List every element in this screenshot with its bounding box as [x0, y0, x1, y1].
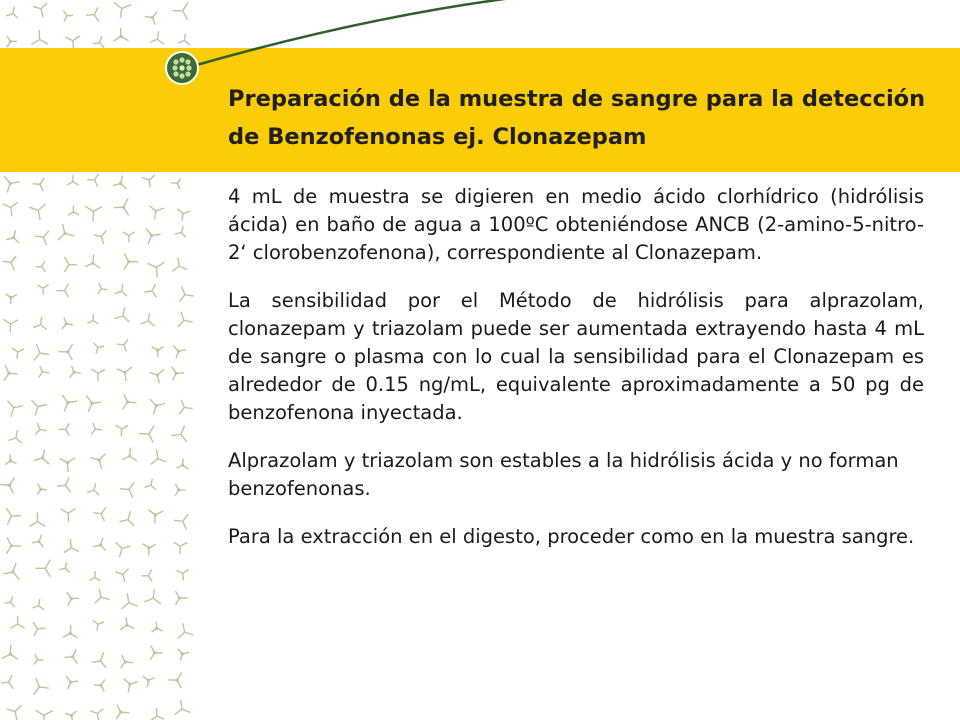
pattern-glyph	[148, 262, 165, 277]
pattern-glyph	[66, 676, 78, 689]
slide-body	[228, 183, 924, 571]
pattern-glyph	[67, 592, 79, 606]
slide-title: Preparación de la muestra de sangre para la detección de Benzofenonas ej. Clonazepam	[228, 86, 926, 150]
pattern-glyph	[95, 589, 110, 603]
pattern-glyph	[145, 479, 156, 490]
pattern-glyph	[34, 344, 49, 360]
pattern-glyph	[114, 307, 129, 322]
pattern-glyph	[116, 705, 129, 719]
pattern-glyph	[176, 569, 188, 580]
pattern-glyph	[32, 535, 44, 547]
pattern-glyph	[174, 514, 188, 530]
pattern-glyph	[92, 652, 107, 667]
pattern-glyph	[124, 679, 138, 693]
pattern-glyph	[56, 283, 68, 297]
pattern-glyph	[35, 560, 50, 577]
pattern-glyph	[60, 458, 76, 472]
pattern-glyph	[177, 209, 190, 221]
pattern-glyph	[64, 539, 79, 553]
pattern-glyph	[91, 454, 106, 469]
pattern-glyph	[120, 482, 134, 498]
pattern-glyph	[91, 423, 102, 435]
pattern-glyph	[11, 616, 25, 628]
pattern-glyph	[37, 285, 48, 295]
pattern-glyph	[90, 708, 103, 720]
pattern-glyph	[1, 675, 14, 689]
pattern-glyph	[34, 678, 49, 694]
pattern-glyph	[36, 261, 46, 272]
pattern-glyph	[89, 571, 100, 581]
pattern-glyph	[3, 202, 18, 216]
pattern-glyph	[6, 294, 17, 304]
pattern-glyph	[5, 597, 15, 607]
pattern-glyph	[150, 399, 165, 415]
pattern-glyph	[61, 509, 76, 522]
pattern-glyph	[3, 319, 18, 332]
paragraph-sensitivity: La sensibilidad por el Método de hidrólisis para alprazolam, clonazepam y triazolam puede ser aumentada extrayendo hasta 4 mL de sangre o plasma con lo cual la sensibilidad para el Clonazepam es alrededor de 0.15 ng/mL, equivalente aproximadamente a 50 pg de benzofenona inyectada.	[228, 289, 924, 424]
pattern-glyph	[3, 563, 19, 580]
pattern-glyph	[86, 396, 101, 412]
pattern-glyph	[178, 312, 193, 327]
pattern-glyph	[172, 367, 184, 381]
paragraph-extraction: Para la extracción en el digesto, proceder como en la muestra sangre.	[228, 525, 915, 548]
pattern-glyph	[6, 230, 19, 243]
pattern-glyph	[39, 366, 50, 378]
pattern-glyph	[121, 655, 133, 669]
pattern-glyph	[120, 617, 134, 629]
pattern-glyph	[117, 339, 128, 351]
pattern-glyph	[70, 366, 81, 378]
pattern-glyph	[124, 253, 138, 269]
pattern-glyph	[12, 348, 24, 359]
pattern-glyph	[6, 508, 21, 524]
pattern-glyph	[115, 569, 128, 582]
pattern-glyph	[93, 538, 106, 551]
pattern-glyph	[59, 423, 70, 435]
pattern-glyph	[152, 347, 164, 358]
pattern-glyph	[91, 369, 105, 381]
pattern-glyph	[175, 484, 185, 496]
pattern-glyph	[34, 449, 49, 464]
pattern-glyph	[6, 537, 21, 553]
pattern-glyph	[85, 254, 100, 268]
pattern-glyph	[63, 625, 78, 638]
pattern-glyph	[119, 511, 134, 526]
bullet-badge-icon	[164, 50, 200, 86]
pattern-glyph	[57, 477, 71, 492]
pattern-glyph	[143, 544, 156, 556]
pattern-glyph	[117, 367, 132, 381]
pattern-glyph	[146, 228, 161, 244]
pattern-glyph	[179, 400, 192, 414]
pattern-glyph	[171, 425, 186, 442]
pattern-glyph	[123, 232, 135, 243]
pattern-glyph	[2, 645, 18, 660]
pattern-glyph	[94, 231, 107, 244]
paragraph-digestion: 4 mL de muestra se digieren en medio ácido clorhídrico (hidrólisis ácida) en baño de agua a 100ºC obteniéndose ANCB (2-amino-5-nitro-2‘ clorobenzofenona), correspondiente al Clonazepam.	[228, 185, 924, 264]
pattern-glyph	[36, 710, 53, 720]
pattern-glyph	[144, 284, 156, 298]
pattern-glyph	[175, 700, 191, 715]
pattern-glyph	[115, 284, 127, 296]
pattern-glyph	[34, 654, 44, 664]
pattern-glyph	[173, 346, 185, 359]
pattern-glyph	[178, 649, 190, 661]
pattern-glyph	[122, 448, 137, 461]
pattern-glyph	[93, 507, 106, 521]
pattern-glyph	[58, 224, 74, 240]
pattern-glyph	[145, 589, 161, 604]
pattern-glyph	[172, 258, 187, 272]
pattern-glyph	[7, 401, 23, 417]
pattern-glyph	[4, 365, 18, 381]
pattern-glyph	[114, 199, 129, 216]
pattern-glyph	[37, 484, 47, 495]
pattern-glyph	[87, 314, 98, 324]
pattern-glyph	[179, 286, 193, 301]
pattern-glyph	[143, 676, 155, 687]
pattern-glyph	[93, 620, 104, 631]
pattern-glyph	[85, 206, 102, 221]
pattern-glyph	[35, 423, 46, 435]
pattern-glyph	[148, 510, 163, 523]
pattern-glyph	[149, 206, 163, 220]
pattern-glyph	[139, 426, 154, 443]
pattern-glyph	[0, 478, 14, 494]
pattern-glyph	[94, 343, 105, 354]
pattern-glyph	[8, 430, 21, 443]
pattern-glyph	[59, 344, 73, 360]
pattern-glyph	[68, 206, 79, 216]
paragraph-stability: Alprazolam y triazolam son estables a la hidrólisis ácida y no forman benzofenonas.	[228, 449, 899, 500]
pattern-glyph	[174, 542, 187, 554]
pattern-glyph	[5, 454, 16, 464]
pattern-glyph	[142, 569, 153, 581]
pattern-glyph	[62, 317, 73, 329]
pattern-glyph	[151, 708, 165, 720]
pattern-glyph	[152, 622, 163, 632]
pattern-glyph	[87, 483, 99, 495]
pattern-glyph	[149, 369, 164, 383]
pattern-glyph	[178, 623, 193, 638]
pattern-glyph	[3, 256, 16, 270]
pattern-glyph	[175, 591, 187, 605]
pattern-glyph	[151, 450, 167, 465]
pattern-glyph	[29, 512, 45, 526]
pattern-glyph	[29, 204, 46, 220]
pattern-glyph	[33, 622, 46, 636]
pattern-glyph	[65, 711, 76, 720]
pattern-glyph	[121, 593, 137, 609]
pattern-glyph	[64, 649, 77, 663]
pattern-glyph	[175, 226, 186, 237]
pattern-glyph	[6, 705, 21, 720]
pattern-glyph	[176, 458, 188, 469]
pattern-glyph	[94, 680, 105, 692]
pattern-glyph	[64, 257, 77, 272]
pattern-glyph	[123, 394, 137, 409]
pattern-glyph	[59, 562, 69, 572]
pattern-glyph	[141, 313, 155, 326]
pattern-glyph	[32, 599, 43, 610]
pattern-glyph	[31, 400, 46, 415]
pattern-glyph	[115, 425, 128, 436]
pattern-glyph	[150, 645, 163, 659]
pattern-glyph	[116, 542, 131, 557]
pattern-glyph	[62, 395, 78, 412]
pattern-glyph	[35, 231, 49, 245]
pattern-glyph	[98, 283, 108, 294]
pattern-glyph	[168, 672, 182, 688]
pattern-glyph	[33, 317, 47, 330]
